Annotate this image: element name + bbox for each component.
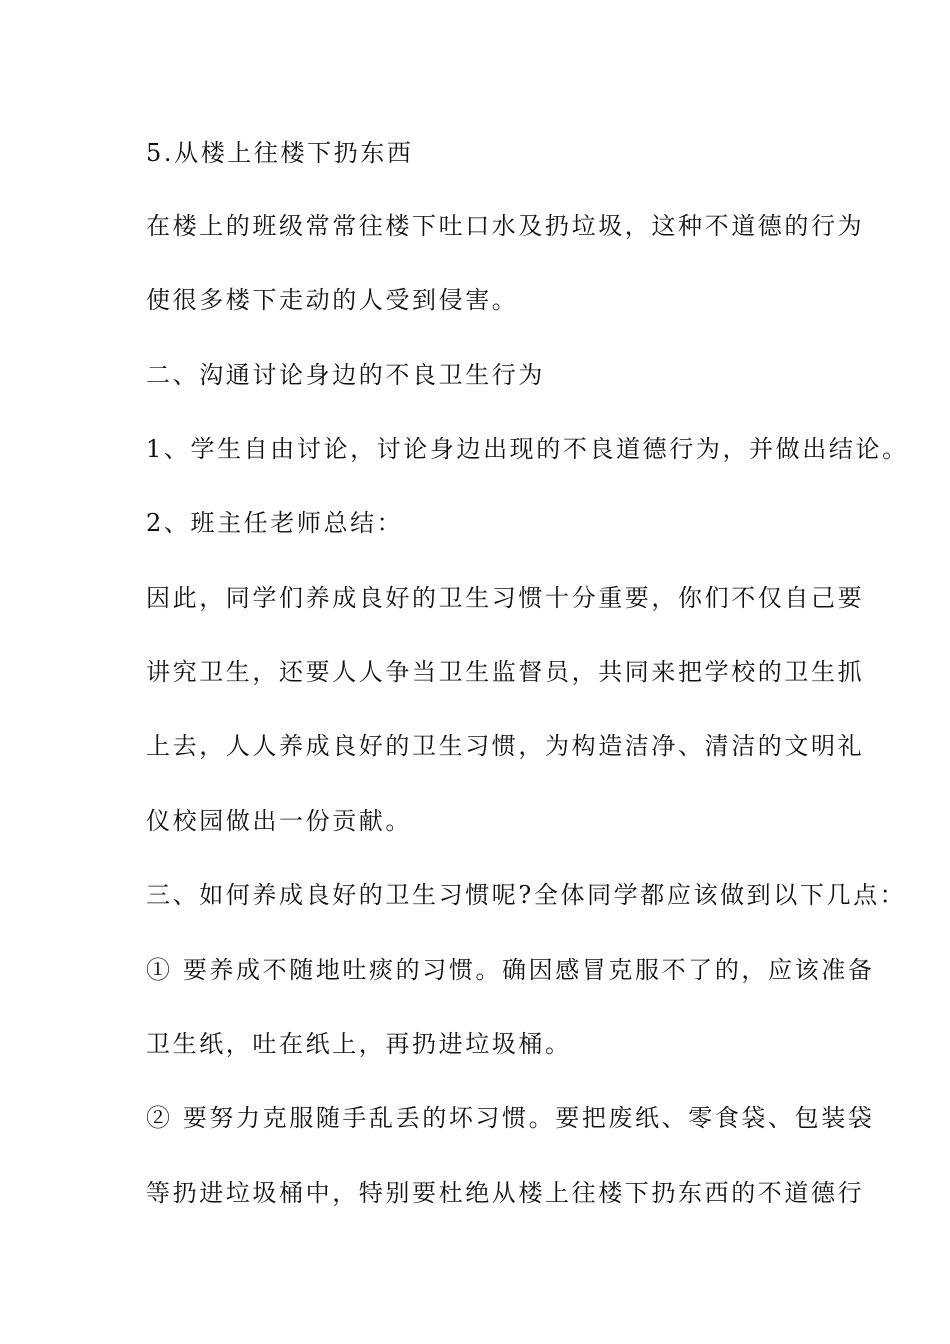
document-line: 5.从楼上往楼下扔东西 [146,139,414,167]
document-line: 上去，人人养成良好的卫生习惯，为构造洁净、清洁的文明礼 [146,732,865,760]
document-line: 仪校园做出一份贡献。 [146,807,412,835]
document-line: 讲究卫生，还要人人争当卫生监督员，共同来把学校的卫生抓 [146,658,865,686]
document-line: ② 要努力克服随手乱丢的坏习惯。要把废纸、零食袋、包装袋 [146,1104,875,1132]
document-line: 三、如何养成良好的卫生习惯呢?全体同学都应该做到以下几点： [146,881,907,909]
document-line: ① 要养成不随地吐痰的习惯。确因感冒克服不了的，应该准备 [146,956,875,984]
document-line: 使很多楼下走动的人受到侵害。 [146,286,519,314]
document-line: 等扔进垃圾桶中，特别要杜绝从楼上往楼下扔东西的不道德行 [146,1179,865,1207]
document-line: 因此，同学们养成良好的卫生习惯十分重要，你们不仅自己要 [146,584,865,612]
document-line: 卫生纸，吐在纸上，再扔进垃圾桶。 [146,1030,572,1058]
document-line: 在楼上的班级常常往楼下吐口水及扔垃圾，这种不道德的行为 [146,212,865,240]
document-line: 二、沟通讨论身边的不良卫生行为 [146,361,545,389]
document-line: 1、学生自由讨论，讨论身边出现的不良道德行为，并做出结论。 [146,435,909,463]
document-line: 2、班主任老师总结： [146,509,404,537]
